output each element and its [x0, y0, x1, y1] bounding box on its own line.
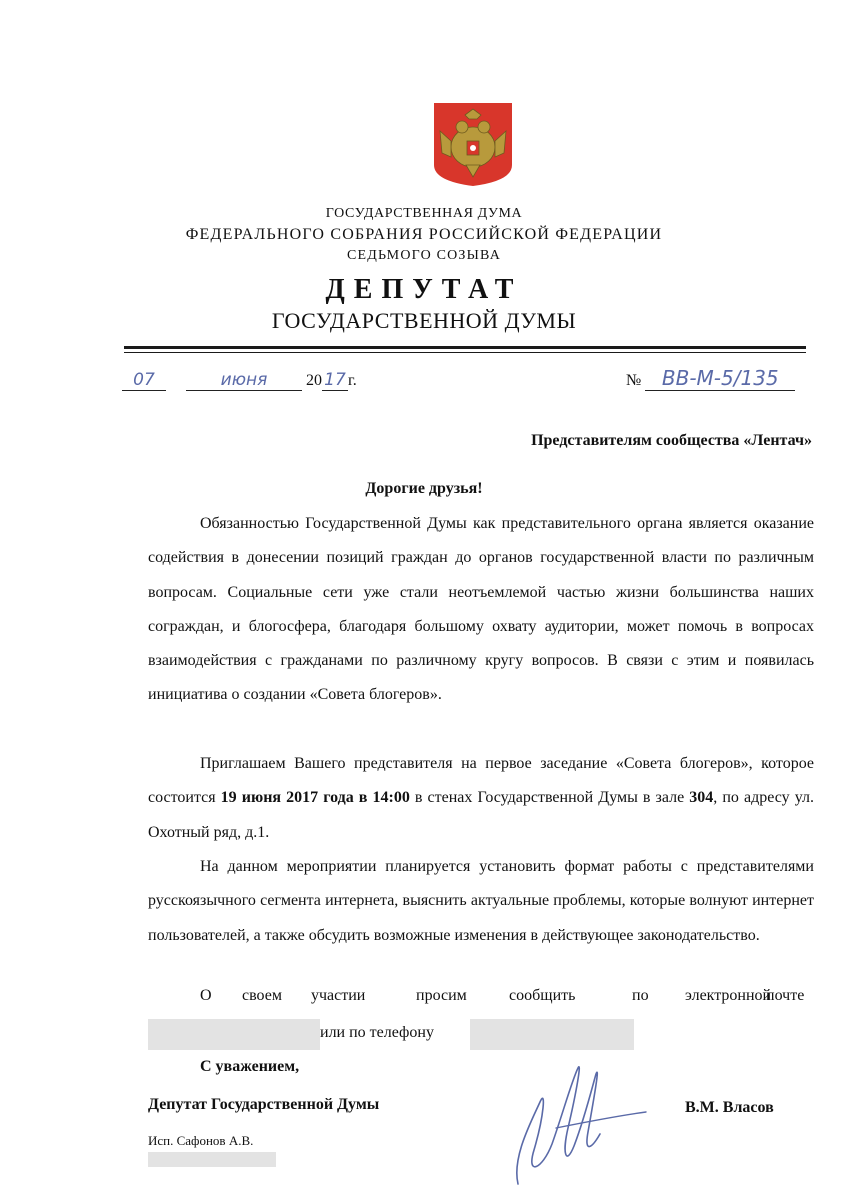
p4-word: почте	[766, 987, 805, 1004]
date-year-suffix: 17	[322, 370, 348, 391]
p2-text-c: , по адресу ул. Охотный ряд, д.1.	[148, 789, 815, 841]
date-year-unit: г.	[348, 372, 357, 389]
letterhead-subtitle: ГОСУДАРСТВЕННОЙ ДУМЫ	[271, 308, 577, 333]
letterhead-title: ДЕПУТАТ	[325, 274, 523, 305]
meeting-room: 304	[689, 789, 714, 807]
redacted-phone	[470, 1019, 634, 1050]
org-name-line-2: ФЕДЕРАЛЬНОГО СОБРАНИЯ РОССИЙСКОЙ ФЕДЕРАЦИИ	[185, 226, 663, 243]
paragraph-4-line-2	[148, 1019, 814, 1051]
p2-text-a: Приглашаем Вашего представителя на первое заседание «Совета блогеров», которое состоится	[148, 755, 814, 807]
letter-date	[122, 370, 357, 400]
header-divider-thin	[124, 352, 806, 353]
signatory-title: Депутат Государственной Думы	[148, 1096, 380, 1113]
p4-word: сообщить	[509, 987, 576, 1004]
p4-word: просим	[416, 987, 467, 1004]
coat-of-arms-icon	[432, 101, 514, 187]
p4-word: своем	[242, 987, 282, 1004]
header-divider-thick	[124, 346, 806, 349]
p2-text-b: в стенах Государственной Думы в зале	[409, 789, 690, 807]
date-month: июня	[186, 370, 302, 391]
paragraph-2	[148, 747, 814, 850]
date-day: 07	[122, 370, 166, 391]
p4-word: О	[200, 987, 212, 1004]
paragraph-1: Обязанностью Государственной Думы как представительного органа является оказание содействия в донесении позиций граждан до органов государственной власти по различным вопросам. Социальные сети уже стали неотъемлемой частью жизни большинства наших сограждан, и блогосфера, благодаря большому охвату аудитории, может помочь в вопросах взаимодействия с гражданами по различному кругу вопросов. В связи с этим и появилась инициатива о создании «Совета блогеров».	[148, 515, 814, 704]
org-name-line-1: ГОСУДАРСТВЕННАЯ ДУМА	[325, 206, 523, 221]
closing-regards: С уважением,	[200, 1058, 300, 1075]
phone-text: или по телефону	[320, 1024, 434, 1041]
letter-number	[626, 366, 795, 391]
meeting-datetime: 19 июня 2017 года в 14:00	[220, 789, 410, 807]
number-label: №	[626, 372, 642, 389]
p4-word: участии	[311, 987, 366, 1004]
handwritten-signature	[496, 1058, 656, 1190]
signatory-name: В.М. Власов	[685, 1099, 774, 1116]
org-name-line-3: СЕДЬМОГО СОЗЫВА	[346, 248, 502, 263]
redacted-contact	[148, 1152, 276, 1167]
number-value: ВВ-М-5/135	[645, 366, 795, 391]
addressee: Представителям сообщества «Лентач»	[531, 432, 812, 449]
executor: Исп. Сафонов А.В.	[148, 1133, 254, 1148]
date-year-prefix: 20	[306, 372, 322, 389]
p4-word: по	[632, 987, 649, 1004]
greeting: Дорогие друзья!	[365, 480, 483, 497]
redacted-email	[148, 1019, 320, 1050]
paragraph-3: На данном мероприятии планируется установить формат работы с представителями русскоязычного сегмента интернета, выяснить актуальные проблемы, которые волнуют интернет пользователей, а также обсудить возможные изменения в действующее законодательство.	[148, 858, 814, 944]
p4-word: электронной	[685, 987, 772, 1004]
